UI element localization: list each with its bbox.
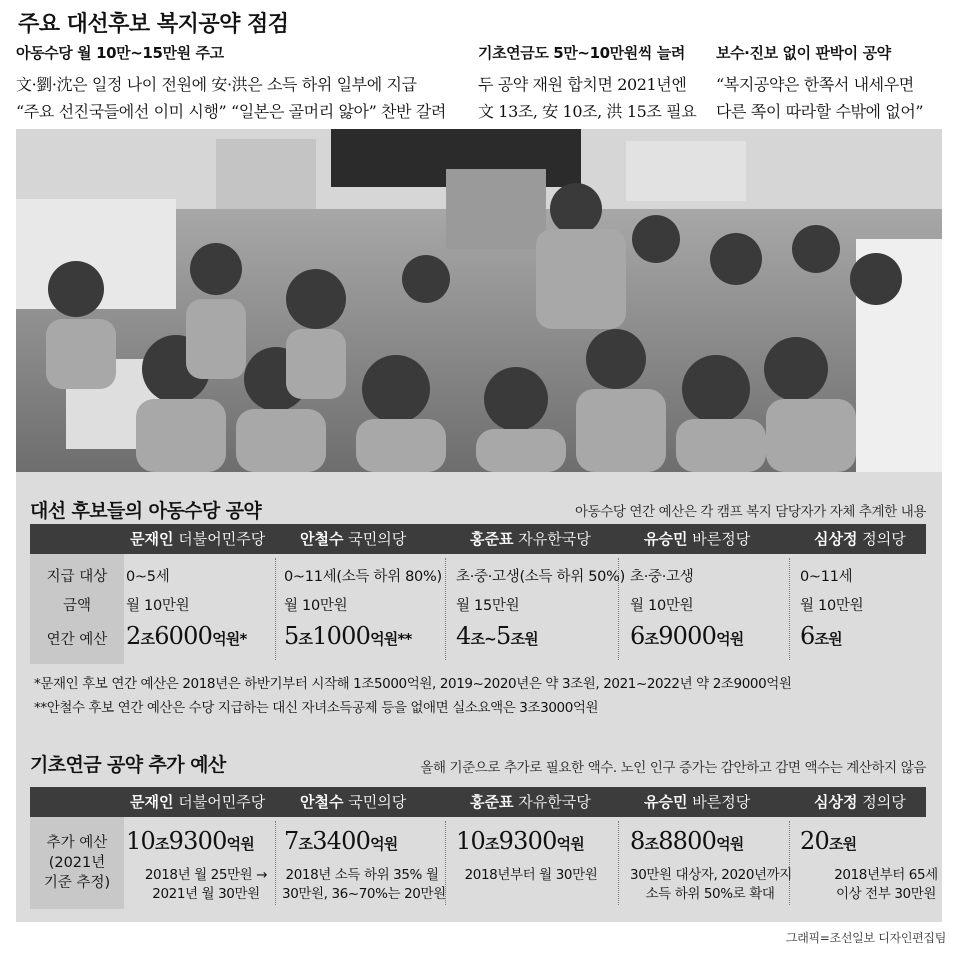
- summary-line: 文 13조, 安 10조, 洪 15조 필요: [478, 102, 697, 121]
- value-unit: 억원: [226, 835, 254, 853]
- pension-budget-value: 7조3400억원: [284, 827, 398, 855]
- pension-table-header: [30, 787, 926, 817]
- graphic-credit: 그래픽=조선일보 디자인편집팀: [785, 931, 946, 945]
- candidate-party: 자유한국당: [518, 793, 591, 811]
- value-unit: 조: [140, 630, 155, 648]
- candidate-header-sim: [814, 524, 906, 554]
- summary-heading: 아동수당 월 10만~15만원 주고: [16, 44, 224, 62]
- pension-detail: [282, 866, 446, 904]
- summary-column-bipartisan: [716, 42, 923, 125]
- candidate-header-moon: [130, 524, 265, 554]
- child-allowance-note: 아동수당 연간 예산은 각 캠프 복지 담당자가 자체 추계한 내용: [574, 504, 926, 520]
- candidate-header-hong: [470, 524, 591, 554]
- value-unit: 조: [644, 630, 659, 648]
- summary-column-child-allowance: [16, 42, 446, 125]
- candidate-name: 문재인: [130, 530, 174, 548]
- target-cell: 0~11세: [800, 569, 853, 585]
- pension-budget-value: 20조원: [800, 827, 857, 855]
- candidate-name: 유승민: [644, 793, 688, 811]
- annual-budget-value: 6조9000억원: [630, 622, 744, 650]
- candidate-header-moon: [130, 787, 265, 817]
- child-allowance-row-labels: [30, 554, 124, 664]
- value-footnote-mark: *: [239, 630, 247, 648]
- value-unit: 조: [298, 630, 313, 648]
- candidate-party: 정의당: [862, 793, 906, 811]
- row-label-amount: 금액: [62, 598, 91, 614]
- pension-detail-line: 2018년부터 65세: [834, 867, 938, 883]
- pension-detail-line: 소득 하위 50%로 확대: [645, 886, 775, 902]
- candidate-party: 국민의당: [348, 793, 407, 811]
- amount-cell: 월 10만원: [284, 598, 348, 614]
- summary-line: 다른 쪽이 따라할 수밖에 없어”: [716, 102, 924, 121]
- candidate-party: 자유한국당: [518, 530, 591, 548]
- value-unit: 조: [484, 835, 499, 853]
- value-unit: 억원: [716, 630, 744, 648]
- candidate-name: 심상정: [814, 793, 858, 811]
- candidate-party: 더불어민주당: [178, 530, 266, 548]
- pension-detail-line: 2018년 월 25만원 →: [144, 867, 268, 883]
- annual-budget-value: 5조1000억원**: [284, 622, 412, 650]
- value-unit: 조: [298, 835, 313, 853]
- candidate-name: 안철수: [300, 530, 344, 548]
- summary-heading: 기초연금도 5만~10만원씩 늘려: [478, 44, 685, 62]
- value-unit: 억원: [370, 835, 398, 853]
- value-unit: 억원: [370, 630, 398, 648]
- value-unit: 조: [154, 835, 169, 853]
- value-unit: 억원: [212, 630, 240, 648]
- candidate-header-yoo: [644, 787, 750, 817]
- candidate-party: 국민의당: [348, 530, 407, 548]
- amount-cell: 월 10만원: [800, 598, 864, 614]
- column-divider: [275, 558, 276, 660]
- summary-line: “주요 선진국들에선 이미 시행” “일본은 골머리 앓아” 찬반 갈려: [16, 102, 446, 121]
- row-label-line: 추가 예산: [46, 835, 108, 851]
- amount-cell: 월 10만원: [126, 598, 190, 614]
- summary-line: 두 공약 재원 합치면 2021년엔: [478, 75, 687, 94]
- row-label-budget: 연간 예산: [46, 632, 108, 648]
- target-cell: 0~5세: [126, 569, 170, 585]
- pension-detail-line: 이상 전부 30만원: [835, 886, 936, 902]
- pension-budget-value: 10조9300억원: [456, 827, 584, 855]
- pension-detail-line: 30만원, 36~70%는 20만원: [282, 886, 446, 902]
- candidate-party: 더불어민주당: [178, 793, 266, 811]
- annual-budget-value: 4조~5조원: [456, 622, 538, 650]
- summary-line: “복지공약은 한쪽서 내세우면: [716, 75, 914, 94]
- target-cell: 0~11세(소득 하위 80%): [284, 569, 442, 585]
- summary-column-pension: [478, 42, 696, 125]
- candidate-party: 바른정당: [692, 793, 751, 811]
- candidate-name: 홍준표: [470, 793, 514, 811]
- summary-heading: 보수·진보 없이 판박이 공약: [716, 44, 891, 62]
- pension-row-label: [30, 817, 124, 909]
- candidate-name: 문재인: [130, 793, 174, 811]
- annual-budget-value: 6조원: [800, 622, 842, 650]
- pension-budget-value: 8조8800억원: [630, 827, 744, 855]
- candidate-name: 심상정: [814, 530, 858, 548]
- child-allowance-title: 대선 후보들의 아동수당 공약: [30, 500, 262, 522]
- row-label-line: (2021년: [48, 855, 106, 871]
- pension-detail: [126, 866, 286, 904]
- pension-note: 올해 기준으로 추가로 필요한 액수. 노인 인구 증가는 감안하고 감면 액수는 계산하지 않음: [420, 760, 926, 776]
- pension-detail: [630, 866, 790, 904]
- value-unit: 조~: [470, 630, 496, 648]
- candidate-header-yoo: [644, 524, 750, 554]
- classroom-photo-illustration: [16, 129, 942, 472]
- target-cell: 초·중·고생(소득 하위 50%): [456, 569, 625, 585]
- annual-budget-value: 2조6000억원*: [126, 622, 247, 650]
- candidate-header-ahn: [300, 524, 406, 554]
- row-label-target: 지급 대상: [46, 569, 108, 585]
- value-unit: 억원: [556, 835, 584, 853]
- pension-detail: [456, 866, 606, 885]
- candidate-name: 홍준표: [470, 530, 514, 548]
- summary-line: 文·劉·沈은 일정 나이 전원에 安·洪은 소득 하위 일부에 지급: [16, 75, 417, 94]
- value-unit: 조원: [828, 835, 857, 853]
- value-unit: 조: [644, 835, 659, 853]
- candidate-party: 정의당: [862, 530, 906, 548]
- column-divider: [445, 558, 446, 660]
- value-unit: 조원: [510, 630, 538, 648]
- candidate-header-ahn: [300, 787, 406, 817]
- pension-detail: [806, 866, 960, 904]
- footnote-ahn: **안철수 후보 연간 예산은 수당 지급하는 대신 자녀소득공제 등을 없애면 실소요액은 3조3000억원: [34, 700, 599, 716]
- pension-detail-line: 2018년부터 월 30만원: [464, 867, 598, 883]
- target-cell: 초·중·고생: [630, 569, 694, 585]
- pension-detail-line: 2021년 월 30만원: [152, 886, 260, 902]
- value-unit: 조원: [814, 630, 842, 648]
- classroom-photo: [16, 129, 942, 472]
- candidate-header-sim: [814, 787, 906, 817]
- pension-detail-line: 30만원 대상자, 2020년까지: [630, 867, 792, 883]
- amount-cell: 월 10만원: [630, 598, 694, 614]
- value-footnote-mark: **: [397, 630, 412, 648]
- candidate-name: 안철수: [300, 793, 344, 811]
- child-allowance-table-header: [30, 524, 926, 554]
- candidate-name: 유승민: [644, 530, 688, 548]
- welfare-pledges-panel: [16, 472, 942, 922]
- candidate-header-hong: [470, 787, 591, 817]
- page-title: 주요 대선후보 복지공약 점검: [18, 12, 289, 37]
- column-divider: [789, 558, 790, 660]
- row-label-line: 기준 추정): [43, 875, 111, 891]
- pension-budget-value: 10조9300억원: [126, 827, 254, 855]
- amount-cell: 월 15만원: [456, 598, 520, 614]
- candidate-party: 바른정당: [692, 530, 751, 548]
- column-divider: [618, 821, 619, 905]
- pension-detail-line: 2018년 소득 하위 35% 월: [285, 867, 439, 883]
- value-unit: 억원: [716, 835, 744, 853]
- pension-title: 기초연금 공약 추가 예산: [30, 754, 226, 776]
- footnote-moon: *문재인 후보 연간 예산은 2018년은 하반기부터 시작해 1조5000억원, 2019~2020년은 약 3조원, 2021~2022년 약 2조9000억원: [34, 676, 792, 692]
